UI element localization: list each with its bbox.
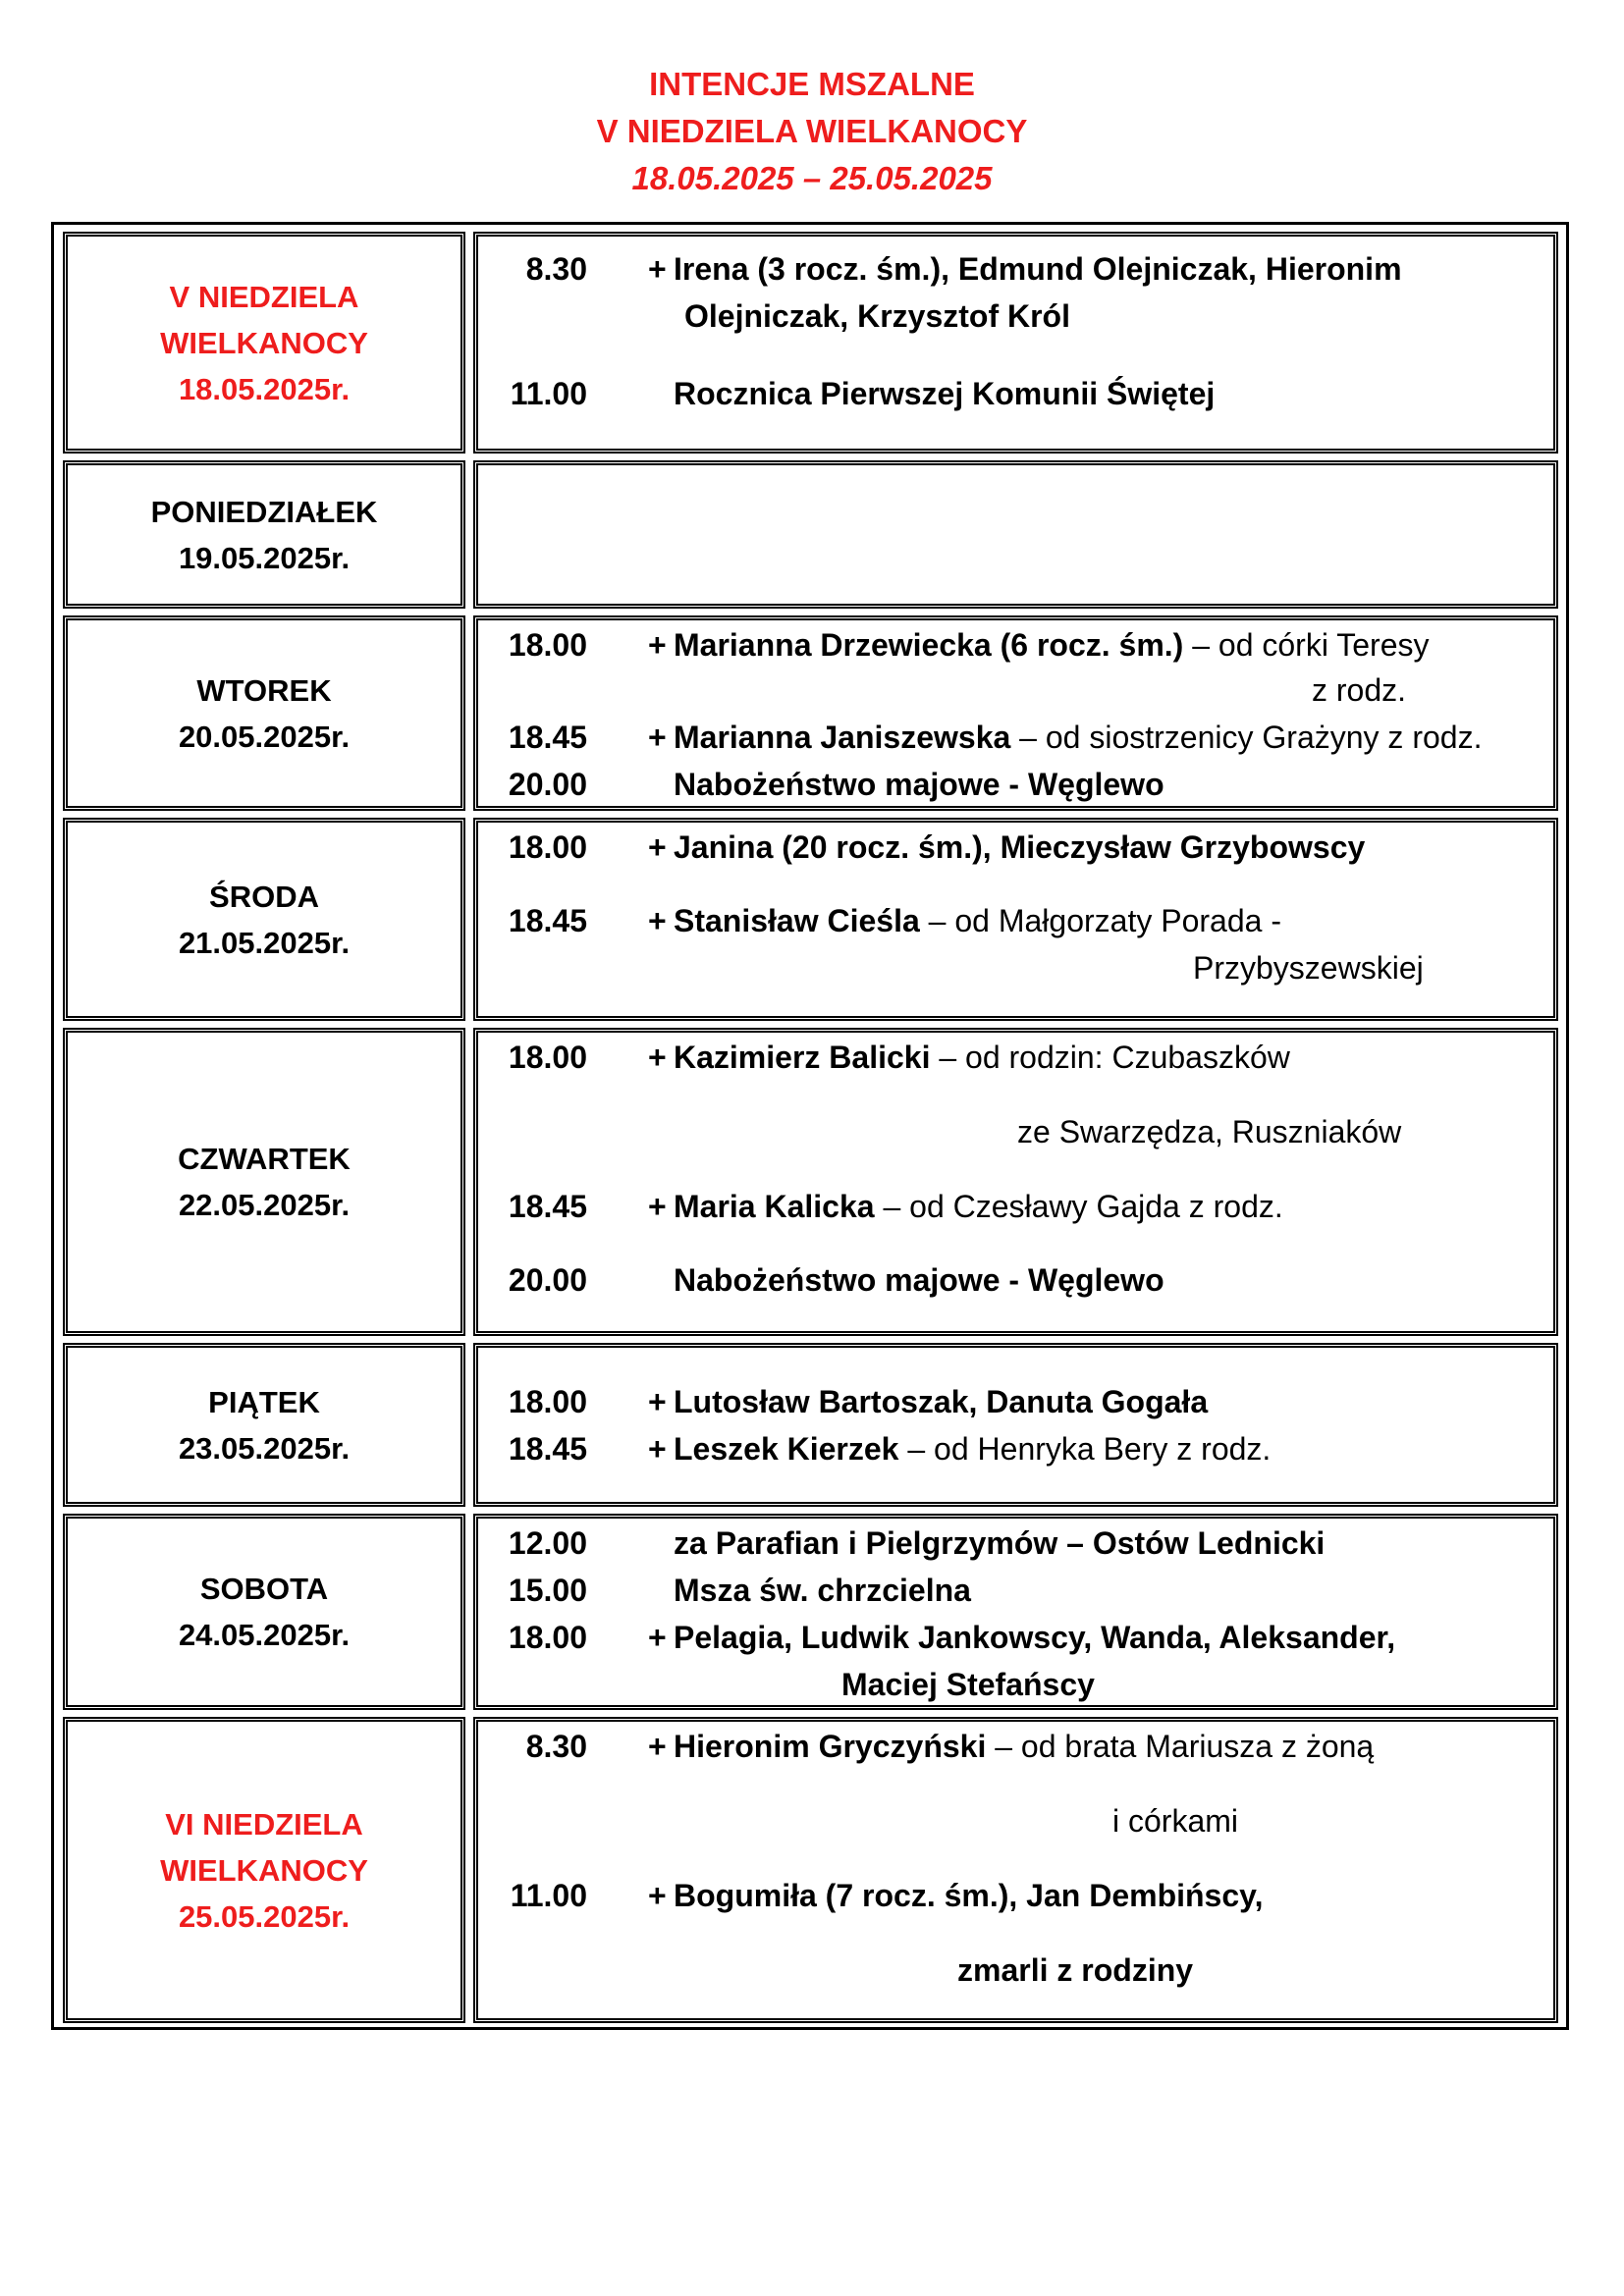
deceased-mark: + — [648, 720, 667, 755]
mass-time: 8.30 — [525, 251, 587, 287]
mass-time: 18.45 — [508, 903, 587, 938]
day-date: 21.05.2025r. — [178, 925, 351, 960]
deceased-mark: + — [648, 1431, 667, 1467]
day-cell — [63, 232, 465, 454]
intention-text — [1112, 1801, 1238, 1841]
intention-text — [674, 1618, 1395, 1657]
mass-time: 18.00 — [508, 1384, 587, 1419]
intention-names: Hieronim Gryczyński — [674, 1729, 987, 1764]
intention-names: Irena (3 rocz. śm.), Edmund Olejniczak, Hieronim — [674, 251, 1402, 287]
intention-offered-by: – od rodzin: Czubaszków — [930, 1040, 1290, 1075]
deceased-mark: + — [648, 829, 667, 865]
page-header — [0, 61, 1624, 202]
intention-text — [674, 1382, 1208, 1421]
day-name: PIĄTEK — [208, 1384, 320, 1419]
intention-text — [1017, 1112, 1401, 1151]
day-name: PONIEDZIAŁEK — [150, 494, 378, 529]
intention-names: Leszek Kierzek — [674, 1431, 899, 1467]
intention-offered-by: Przybyszewskiej — [1193, 950, 1424, 986]
day-date: 23.05.2025r. — [178, 1430, 351, 1466]
day-name: WTOREK — [196, 672, 332, 708]
intention-text — [957, 1950, 1193, 1990]
intention-text — [674, 1727, 1374, 1766]
intention-offered-by: – od Małgorzaty Porada - — [919, 903, 1281, 938]
day-date: 24.05.2025r. — [178, 1618, 351, 1652]
deceased-mark: + — [648, 251, 667, 287]
intention-names: zmarli z rodziny — [957, 1952, 1194, 1988]
intention-text — [674, 828, 1365, 867]
day-date: 25.05.2025r. — [178, 1898, 351, 1934]
mass-time: 12.00 — [508, 1525, 587, 1561]
intention-names: Marianna Drzewiecka (6 rocz. śm.) — [674, 627, 1184, 663]
deceased-mark: + — [648, 1620, 667, 1655]
intention-offered-by: ze Swarzędza, Ruszniaków — [1017, 1114, 1402, 1149]
intention-names: Olejniczak, Krzysztof Król — [684, 298, 1070, 334]
page-subtitle: V NIEDZIELA WIELKANOCY — [596, 113, 1028, 149]
intention-names: Bogumiła (7 rocz. śm.), Jan Dembińscy, — [674, 1878, 1264, 1913]
intention-offered-by: i córkami — [1112, 1803, 1239, 1839]
intention-text — [1312, 670, 1406, 710]
intentions-cell — [473, 1343, 1558, 1507]
intention-text — [674, 1876, 1263, 1915]
intention-offered-by: z rodz. — [1312, 672, 1407, 708]
deceased-mark: + — [648, 1189, 667, 1224]
intention-names: Marianna Janiszewska — [674, 720, 1011, 755]
day-cell — [63, 1717, 465, 2023]
deceased-mark: + — [648, 627, 667, 663]
intention-names: Rocznica Pierwszej Komunii Świętej — [674, 376, 1216, 411]
day-name: CZWARTEK — [178, 1142, 351, 1176]
intention-text — [674, 1187, 1283, 1226]
intention-text — [674, 625, 1430, 665]
deceased-mark: + — [648, 903, 667, 938]
intention-text — [674, 374, 1215, 413]
day-cell — [63, 1514, 465, 1710]
intention-text — [684, 296, 1070, 336]
mass-time: 18.45 — [508, 1431, 587, 1467]
intention-names: Janina (20 rocz. śm.), Mieczysław Grzybowscy — [674, 829, 1366, 865]
day-date: 20.05.2025r. — [178, 719, 351, 754]
mass-time: 18.00 — [508, 829, 587, 865]
intention-text — [674, 765, 1164, 804]
intention-offered-by: – od córki Teresy — [1183, 627, 1430, 663]
day-name: WIELKANOCY — [160, 325, 368, 360]
intention-text — [674, 901, 1281, 940]
deceased-mark: + — [648, 1384, 667, 1419]
intention-offered-by: – od brata Mariusza z żoną — [986, 1729, 1375, 1764]
intention-text — [1193, 948, 1424, 988]
deceased-mark: + — [648, 1878, 667, 1913]
page-title: INTENCJE MSZALNE — [649, 66, 975, 102]
day-name: VI NIEDZIELA — [165, 1806, 363, 1842]
mass-time: 8.30 — [525, 1729, 587, 1764]
intention-text — [674, 1260, 1164, 1300]
intention-text — [841, 1665, 1095, 1704]
mass-time: 11.00 — [510, 1878, 587, 1913]
day-cell — [63, 1028, 465, 1336]
mass-time: 18.00 — [508, 627, 587, 663]
intention-offered-by: – od siostrzenicy Grażyny z rodz. — [1010, 720, 1483, 755]
intention-text — [674, 249, 1402, 289]
mass-time: 18.00 — [508, 1620, 587, 1655]
intention-names: Nabożeństwo majowe - Węglewo — [674, 767, 1164, 802]
intention-names: Msza św. chrzcielna — [674, 1573, 971, 1608]
intention-text — [674, 1038, 1290, 1077]
intention-names: Maciej Stefańscy — [841, 1667, 1095, 1702]
deceased-mark: + — [648, 1729, 667, 1764]
mass-time: 18.00 — [508, 1040, 587, 1075]
intention-text — [674, 1571, 971, 1610]
deceased-mark: + — [648, 1040, 667, 1075]
day-cell — [63, 615, 465, 811]
intention-names: za Parafian i Pielgrzymów – Ostów Lednicki — [674, 1525, 1326, 1561]
intention-names: Stanisław Cieśla — [674, 903, 920, 938]
intentions-cell — [473, 460, 1558, 609]
day-name: WIELKANOCY — [160, 1852, 368, 1888]
intention-names: Pelagia, Ludwik Jankowscy, Wanda, Aleksander, — [674, 1620, 1396, 1655]
mass-time: 20.00 — [508, 1262, 587, 1298]
intention-offered-by: – od Czesławy Gajda z rodz. — [874, 1189, 1283, 1224]
day-name: SOBOTA — [199, 1572, 329, 1606]
intention-names: Kazimierz Balicki — [674, 1040, 931, 1075]
intention-names: Maria Kalicka — [674, 1189, 875, 1224]
intention-offered-by: – od Henryka Bery z rodz. — [898, 1431, 1272, 1467]
mass-time: 11.00 — [510, 376, 587, 411]
mass-time: 18.45 — [508, 720, 587, 755]
day-date: 18.05.2025r. — [178, 371, 351, 406]
day-cell — [63, 1343, 465, 1507]
intention-text — [674, 1429, 1271, 1468]
day-name: ŚRODA — [209, 879, 319, 914]
intention-names: Nabożeństwo majowe - Węglewo — [674, 1262, 1164, 1298]
mass-time: 20.00 — [508, 767, 587, 802]
day-date: 22.05.2025r. — [178, 1188, 351, 1222]
date-range: 18.05.2025 – 25.05.2025 — [631, 160, 993, 196]
intention-names: Lutosław Bartoszak, Danuta Gogała — [674, 1384, 1209, 1419]
day-date: 19.05.2025r. — [178, 540, 351, 575]
intention-text — [674, 1523, 1325, 1563]
day-cell — [63, 460, 465, 609]
mass-time: 15.00 — [508, 1573, 587, 1608]
day-name: V NIEDZIELA — [169, 279, 359, 314]
intention-text — [674, 718, 1482, 757]
day-cell — [63, 818, 465, 1021]
mass-time: 18.45 — [508, 1189, 587, 1224]
